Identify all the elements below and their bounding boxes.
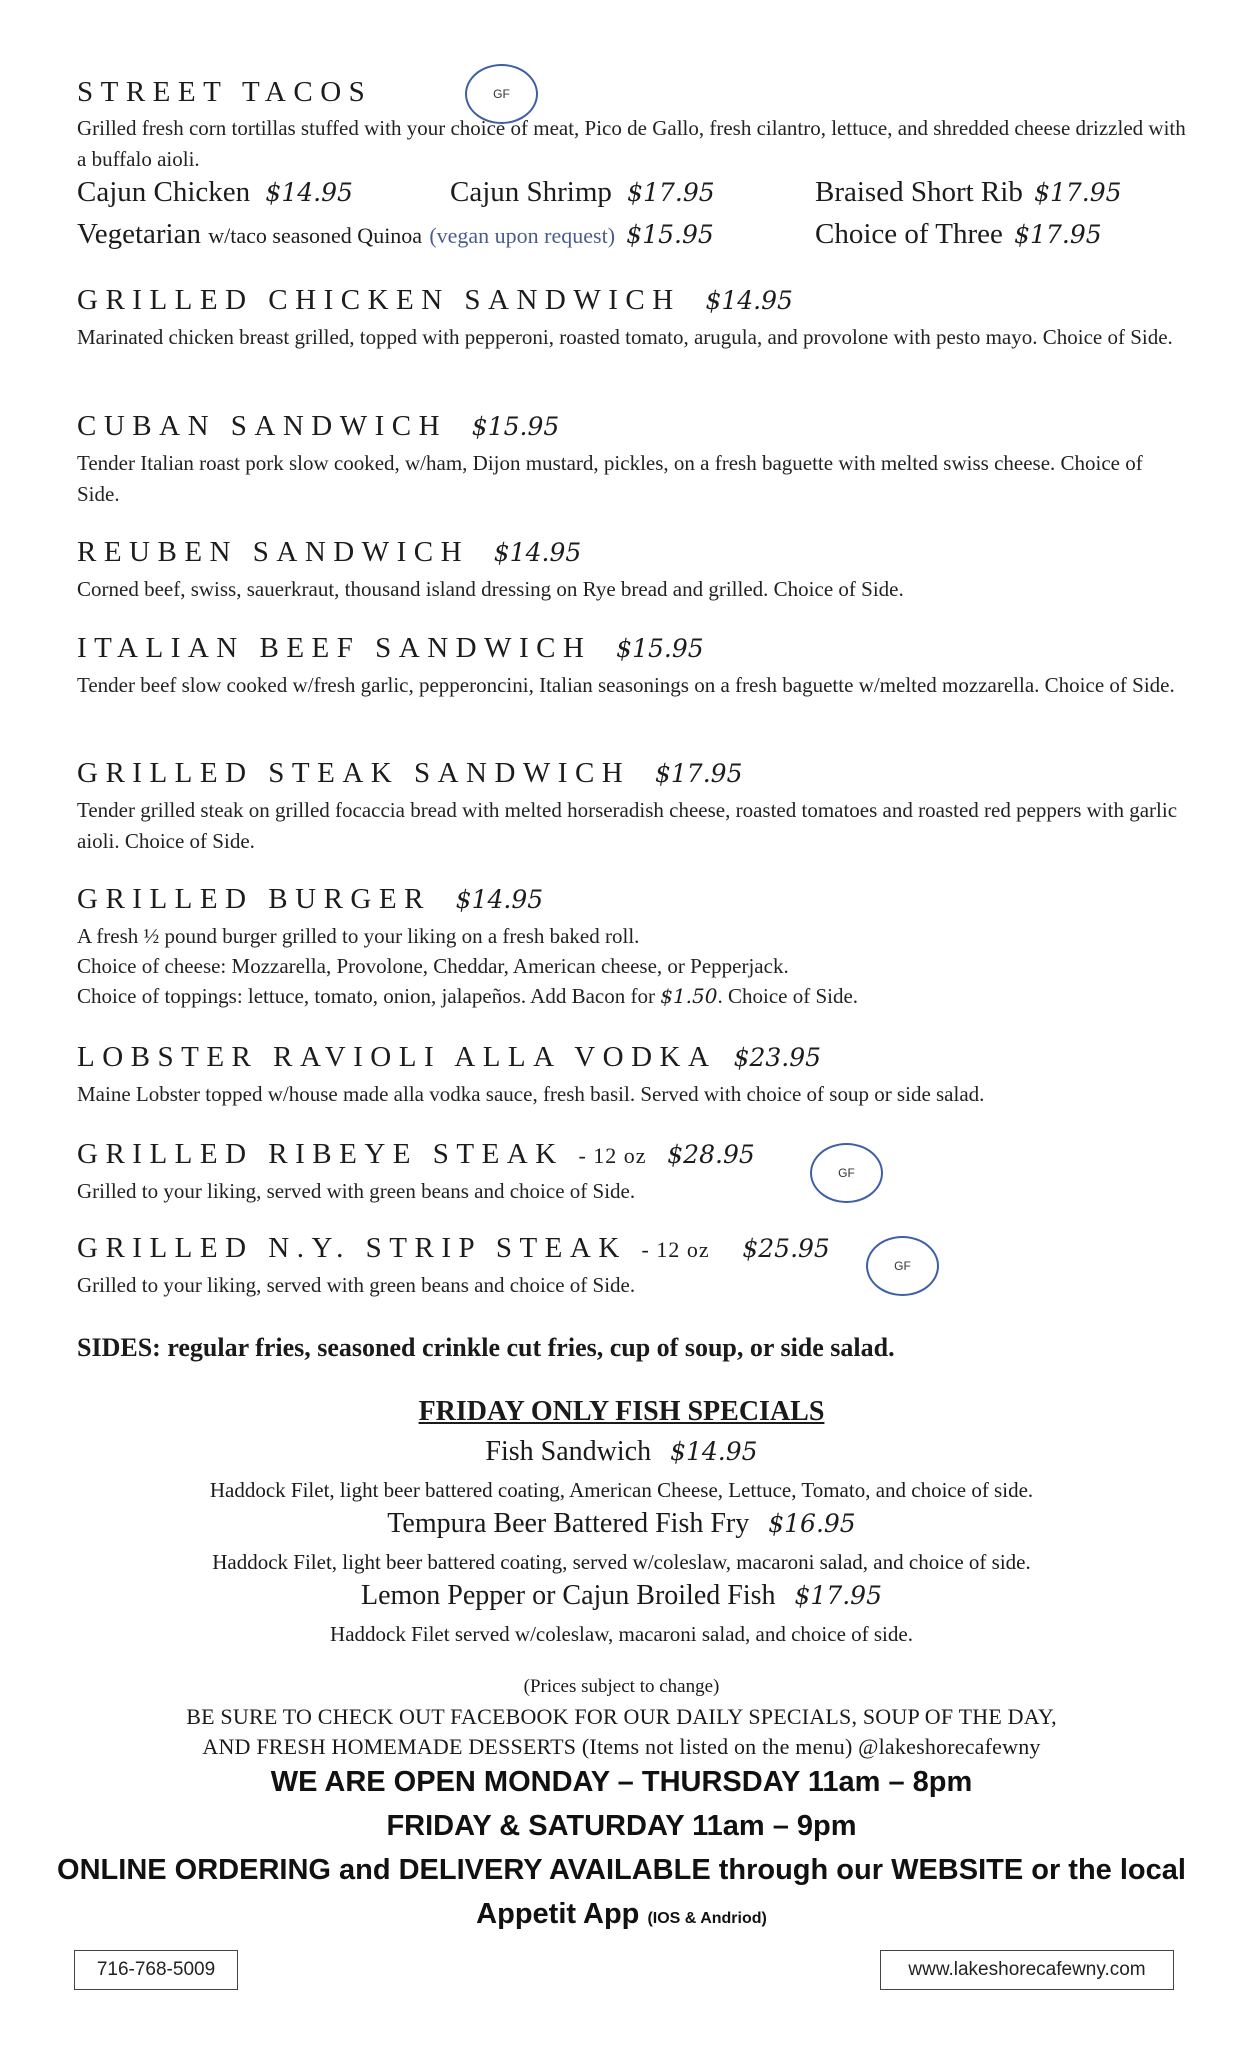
- fish-name: Fish Sandwich: [485, 1436, 652, 1467]
- section-title-reuben-sandwich: [77, 536, 581, 569]
- item-title: GRILLED STEAK SANDWICH: [77, 757, 631, 789]
- item-title: GRILLED BURGER: [77, 883, 431, 915]
- vegan-note: (vegan upon request): [429, 223, 616, 248]
- item-price: $25.95: [742, 1234, 830, 1263]
- reuben-description: Corned beef, swiss, sauerkraut, thousand island dressing on Rye bread and grilled. Choice of Side.: [77, 577, 904, 601]
- item-title: ITALIAN BEEF SANDWICH: [77, 632, 592, 664]
- fish-special-fish-sandwich: [0, 1436, 1243, 1468]
- fish-price: $16.95: [768, 1509, 856, 1538]
- hours-weekend: FRIDAY & SATURDAY 11am – 9pm: [386, 1810, 857, 1842]
- taco-option-cajun-chicken: [77, 176, 353, 209]
- app-platforms: (IOS & Andriod): [647, 1910, 767, 1927]
- website-box[interactable]: www.lakeshorecafewny.com: [880, 1950, 1174, 1990]
- hours-weekday: WE ARE OPEN MONDAY – THURSDAY 11am – 8pm: [270, 1766, 973, 1798]
- item-title: GRILLED RIBEYE STEAK: [77, 1138, 564, 1170]
- burger-toppings-text: Choice of toppings: lettuce, tomato, onion, jalapeños. Add Bacon for: [77, 984, 661, 1008]
- item-price: $14.95: [455, 885, 544, 914]
- taco-option-choice-of-three: [815, 218, 1102, 251]
- taco-option-cajun-shrimp: [450, 176, 715, 209]
- section-title-grilled-chicken-sandwich: [77, 284, 793, 317]
- grilled-steak-description: Tender grilled steak on grilled focaccia bread with melted horseradish cheese, roasted tomatoes and roasted red peppers with garlic aioli. Choice of Side.: [77, 798, 1178, 853]
- item-title: GRILLED CHICKEN SANDWICH: [77, 284, 681, 316]
- ny-strip-description: Grilled to your liking, served with green beans and choice of Side.: [77, 1273, 636, 1297]
- taco-option-vegetarian: [77, 218, 714, 251]
- item-price: $23.95: [733, 1043, 822, 1072]
- fish-name: Tempura Beer Battered Fish Fry: [387, 1508, 750, 1539]
- fish-specials-heading: FRIDAY ONLY FISH SPECIALS: [418, 1396, 825, 1427]
- option-price: $15.95: [626, 220, 714, 249]
- grilled-chicken-description: Marinated chicken breast grilled, topped with pepperoni, roasted tomato, arugula, and provolone with pesto mayo. Choice of Side.: [77, 325, 1173, 349]
- option-price: $14.95: [265, 178, 353, 207]
- item-title: LOBSTER RAVIOLI ALLA VODKA: [77, 1041, 715, 1073]
- burger-description-line1: A fresh ½ pound burger grilled to your liking on a fresh baked roll.: [77, 924, 640, 948]
- burger-description-line3: [77, 981, 1187, 1012]
- facebook-banner-line1: BE SURE TO CHECK OUT FACEBOOK FOR OUR DAILY SPECIALS, SOUP OF THE DAY,: [186, 1704, 1057, 1729]
- bacon-price: $1.50: [660, 984, 718, 1008]
- fish-sandwich-description: Haddock Filet, light beer battered coating, American Cheese, Lettuce, Tomato, and choice of side.: [209, 1478, 1034, 1502]
- option-price: $17.95: [627, 178, 715, 207]
- facebook-banner-line2: AND FRESH HOMEMADE DESSERTS (Items not listed on the menu) @lakeshorecafewny: [202, 1734, 1041, 1759]
- item-weight: - 12 oz: [578, 1143, 647, 1168]
- burger-description-line2: Choice of cheese: Mozzarella, Provolone, Cheddar, American cheese, or Pepperjack.: [77, 954, 789, 978]
- option-name: Vegetarian: [77, 218, 201, 250]
- item-title: GRILLED N.Y. STRIP STEAK: [77, 1232, 627, 1264]
- gluten-free-badge: GF: [465, 64, 538, 124]
- sides-line: SIDES: regular fries, seasoned crinkle cut fries, cup of soup, or side salad.: [77, 1333, 895, 1362]
- section-title-cuban-sandwich: [77, 410, 559, 443]
- section-title-lobster-ravioli: [77, 1041, 821, 1074]
- option-price: $17.95: [1034, 178, 1122, 207]
- burger-toppings-end: . Choice of Side.: [717, 984, 859, 1008]
- broiled-fish-description: Haddock Filet served w/coleslaw, macaroni salad, and choice of side.: [330, 1622, 913, 1646]
- section-title-ribeye-steak: [77, 1138, 755, 1171]
- section-title-grilled-steak-sandwich: [77, 757, 742, 790]
- section-title-italian-beef-sandwich: [77, 632, 704, 665]
- fish-price: $14.95: [670, 1437, 758, 1466]
- fish-name: Lemon Pepper or Cajun Broiled Fish: [361, 1580, 776, 1611]
- item-price: $14.95: [493, 538, 582, 567]
- online-ordering-line1: ONLINE ORDERING and DELIVERY AVAILABLE through our WEBSITE or the local: [57, 1854, 1186, 1886]
- item-price: $15.95: [616, 634, 704, 663]
- fish-special-broiled-fish: [0, 1580, 1243, 1612]
- fish-price: $17.95: [794, 1581, 882, 1610]
- tempura-fish-fry-description: Haddock Filet, light beer battered coating, served w/coleslaw, macaroni salad, and choice of side.: [212, 1550, 1031, 1574]
- gluten-free-badge: GF: [810, 1143, 883, 1203]
- section-title-grilled-burger: [77, 883, 543, 916]
- option-name: Cajun Chicken: [77, 176, 251, 208]
- cuban-description: Tender Italian roast pork slow cooked, w/ham, Dijon mustard, pickles, on a fresh baguette with melted swiss cheese. Choice of Side.: [77, 451, 1143, 506]
- option-name: Cajun Shrimp: [450, 176, 612, 208]
- item-price: $17.95: [655, 759, 743, 788]
- item-price: $28.95: [667, 1140, 755, 1169]
- price-change-note: (Prices subject to change): [523, 1676, 720, 1697]
- italian-beef-description: Tender beef slow cooked w/fresh garlic, pepperoncini, Italian seasonings on a fresh baguette w/melted mozzarella. Choice of Side.: [77, 673, 1175, 697]
- taco-option-braised-short-rib: [815, 176, 1122, 209]
- option-note: w/taco seasoned Quinoa: [208, 223, 423, 248]
- ribeye-description: Grilled to your liking, served with green beans and choice of Side.: [77, 1179, 636, 1203]
- option-name: Choice of Three: [815, 218, 1003, 250]
- option-name: Braised Short Rib: [815, 176, 1023, 208]
- section-title-street-tacos: STREET TACOS: [77, 76, 373, 108]
- item-title: CUBAN SANDWICH: [77, 410, 448, 442]
- gluten-free-badge: GF: [866, 1236, 939, 1296]
- street-tacos-description: Grilled fresh corn tortillas stuffed with your choice of meat, Pico de Gallo, fresh cilantro, lettuce, and shredded cheese drizzled with a buffalo aioli.: [77, 116, 1186, 171]
- option-price: $17.95: [1014, 220, 1102, 249]
- online-ordering-line2: [0, 1898, 1243, 1931]
- lobster-ravioli-description: Maine Lobster topped w/house made alla vodka sauce, fresh basil. Served with choice of soup or side salad.: [77, 1082, 985, 1106]
- section-title-ny-strip-steak: [77, 1232, 830, 1265]
- fish-special-tempura-fish-fry: [0, 1508, 1243, 1540]
- item-price: $15.95: [471, 412, 560, 441]
- phone-number-box: 716-768-5009: [74, 1950, 238, 1990]
- item-weight: - 12 oz: [641, 1237, 710, 1262]
- item-price: $14.95: [705, 286, 793, 315]
- item-title: REUBEN SANDWICH: [77, 536, 470, 568]
- appetit-app-name: Appetit App: [476, 1898, 640, 1930]
